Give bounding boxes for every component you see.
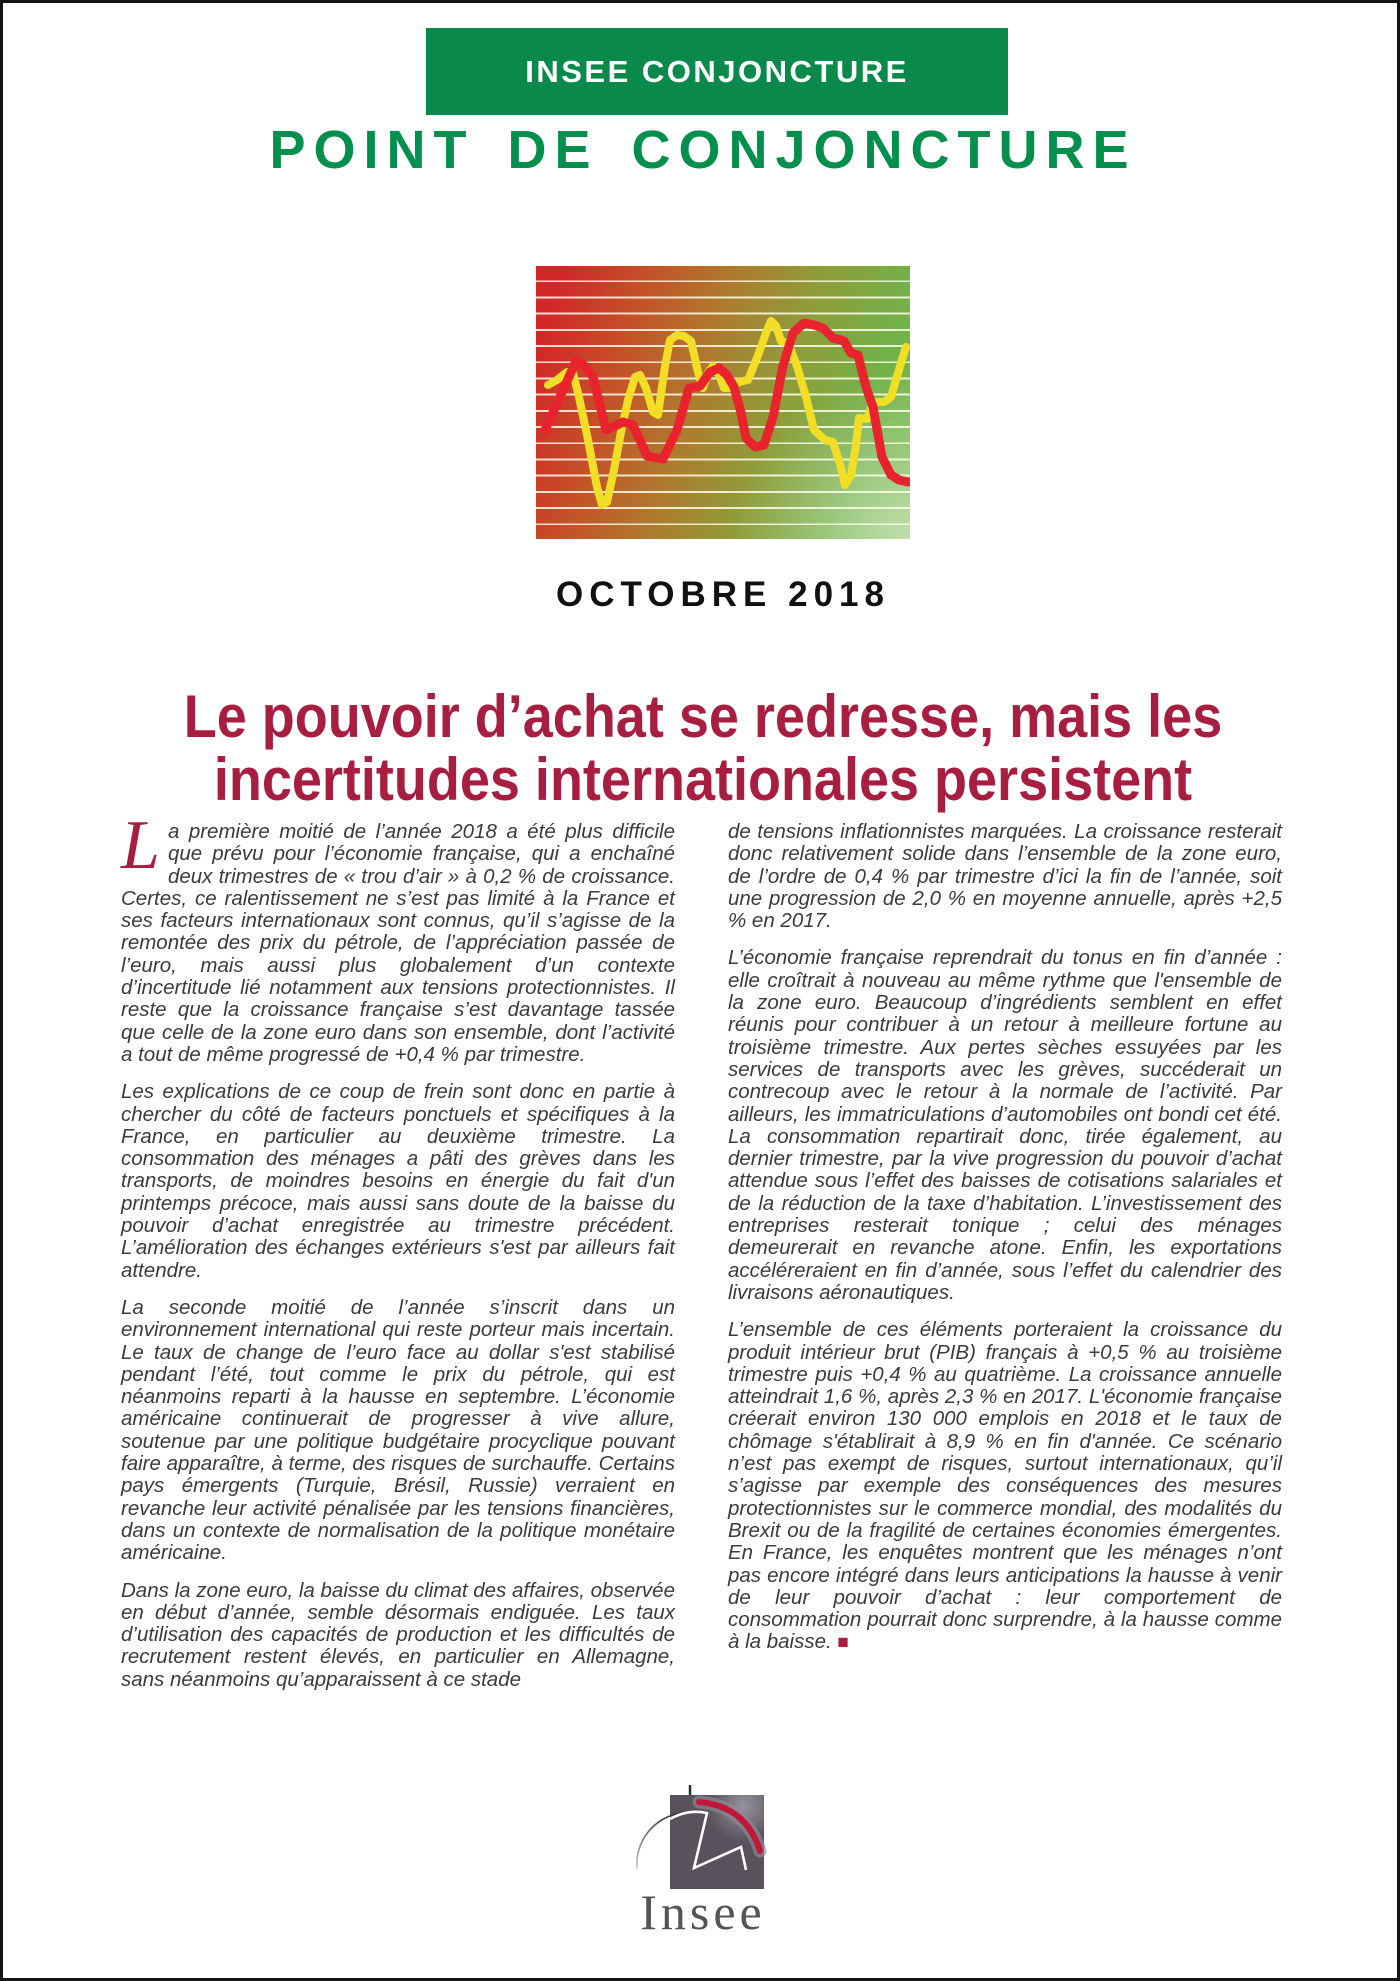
insee-logo [629,1783,777,1943]
body-paragraph [728,821,1282,932]
paragraph-text: L’ensemble de ces éléments porteraient la croissance du produit intérieur brut (PIB) français à +0,5 % au troisième trimestre puis +0,4 % au quatrième. La croissance annuelle atteindrait 1,6 %, après 2,3 % en 2017. L'économie française créerait environ 130 000 emplois en 2018 et le taux de chômage s'établirait à 8,9 % en fin d'année. Ce scénario n’est pas exempt de risques, surtout internationaux, qu’il s’agisse par exemple des conséquences des mesures protectionnistes sur le commerce mondial, des modalités du Brexit ou de la fragilité de certaines économies émergentes. En France, les enquêtes montrent que les ménages n’ont pas encore intégré dans leurs anticipations la hausse à venir de leur pouvoir d’achat : leur comportement de consommation pourrait donc surprendre, à la hausse comme à la baisse. [728,1318,1282,1654]
paragraph-text: Dans la zone euro, la baisse du climat des affaires, observée en début d’année, semble désormais endiguée. Les taux d’utilisation des capacités de production et les difficultés de recrutement restent élevés, en particulier en Allemagne, sans néanmoins qu’apparaissent à ce stade [121,1578,675,1691]
paragraph-text: a première moitié de l’année 2018 a été plus difficile que prévu pour l’économie française, qui a enchaîné deux trimestres de « trou d’air » à 0,2 % de croissance. Certes, ce ralentissement ne s’est pas limité à la France et ses facteurs internationaux sont connus, qu’il s’agisse de la remontée des prix du pétrole, de l’appréciation passée de l’euro, mais aussi plus globalement d’un contexte d’incertitude lié notamment aux tensions protectionnistes. Il reste que la croissance française s’est davantage tassée que celle de la zone euro dans son ensemble, dont l’activité a tout de même progressé de +0,4 % par trimestre. [121,820,675,1066]
body-paragraph [728,947,1282,1304]
article-headline [154,685,1252,811]
drop-cap: L [121,807,160,884]
paragraph-text: Les explications de ce coup de frein sont donc en partie à chercher du côté de facteurs ponctuels et spécifiques à la France, en particulier au deuxième trimestre. La consommation des ménages a pâti des grèves dans les transports, de moindres besoins en énergie du fait d'un printemps précoce, mais aussi sans doute de la baisse du pouvoir d’achat enregistrée au trimestre précédent. L’amélioration des échanges extérieurs s'est par ailleurs fait attendre. [121,1080,675,1282]
body-paragraph [121,807,675,1066]
body-column-right [728,821,1282,1670]
chart-lines [536,266,910,539]
body-paragraph [121,1580,675,1691]
issue-date: OCTOBRE 2018 [556,575,890,614]
end-of-article-mark: ■ [837,1632,849,1654]
body-paragraph [728,1319,1282,1654]
body-column-left [121,807,675,1706]
body-paragraph [121,1297,675,1565]
cover-chart-graphic [536,266,910,539]
paragraph-text: La seconde moitié de l’année s’inscrit dans un environnement international qui reste porteur mais incertain. Le taux de change de l’euro face au dollar s'est stabilisé pendant l’été, tout comme le prix du pétrole, qui est néanmoins reparti à la hausse en septembre. L’économie américaine continuerait de progresser à vive allure, soutenue par une politique budgétaire procyclique pouvant faire apparaître, à terme, des risques de surchauffe. Certains pays émergents (Turquie, Brésil, Russie) verraient en revanche leur activité pénalisée par les tensions financières, dans un contexte de normalisation de la politique monétaire américaine. [121,1295,675,1565]
page-title: POINT DE CONJONCTURE [269,120,1137,180]
insee-logo-icon [629,1783,777,1893]
paragraph-text: de tensions inflationnistes marquées. La croissance resterait donc relativement solide dans l’ensemble de la zone euro, de l’ordre de 0,4 % par trimestre d’ici la fin de l’année, soit une progression de 2,0 % en moyenne annuelle, après +2,5 % en 2017. [728,820,1282,933]
banner-label: INSEE CONJONCTURE [525,53,909,89]
body-paragraph [121,1081,675,1282]
insee-wordmark: Insee [640,1884,766,1940]
insee-conjoncture-banner [426,28,1008,115]
headline-line-2: incertitudes internationales persistent [213,746,1193,813]
headline-line-1: Le pouvoir d’achat se redresse, mais les [183,683,1223,750]
paragraph-text: L’économie française reprendrait du tonus en fin d’année : elle croîtrait à nouveau au même rythme que l'ensemble de la zone euro. Beaucoup d’ingrédients semblent en effet réunis pour contribuer à un retour à meilleure fortune au troisième trimestre. Aux pertes sèches essuyées par les services de transports avec les grèves, succéderait un contrecoup avec le retour à la normale de l’activité. Par ailleurs, les immatriculations d’automobiles ont bondi cet été. La consommation repartirait donc, tirée également, au dernier trimestre, par la vive progression du pouvoir d’achat attendue sous l’effet des baisses de cotisations salariales et de la réduction de la taxe d’habitation. L’investissement des entreprises resterait tonique ; celui des ménages demeurerait en revanche atone. Enfin, les exportations accéléreraient en fin d’année, sous l’effet du calendrier des livraisons aéronautiques. [728,946,1282,1304]
